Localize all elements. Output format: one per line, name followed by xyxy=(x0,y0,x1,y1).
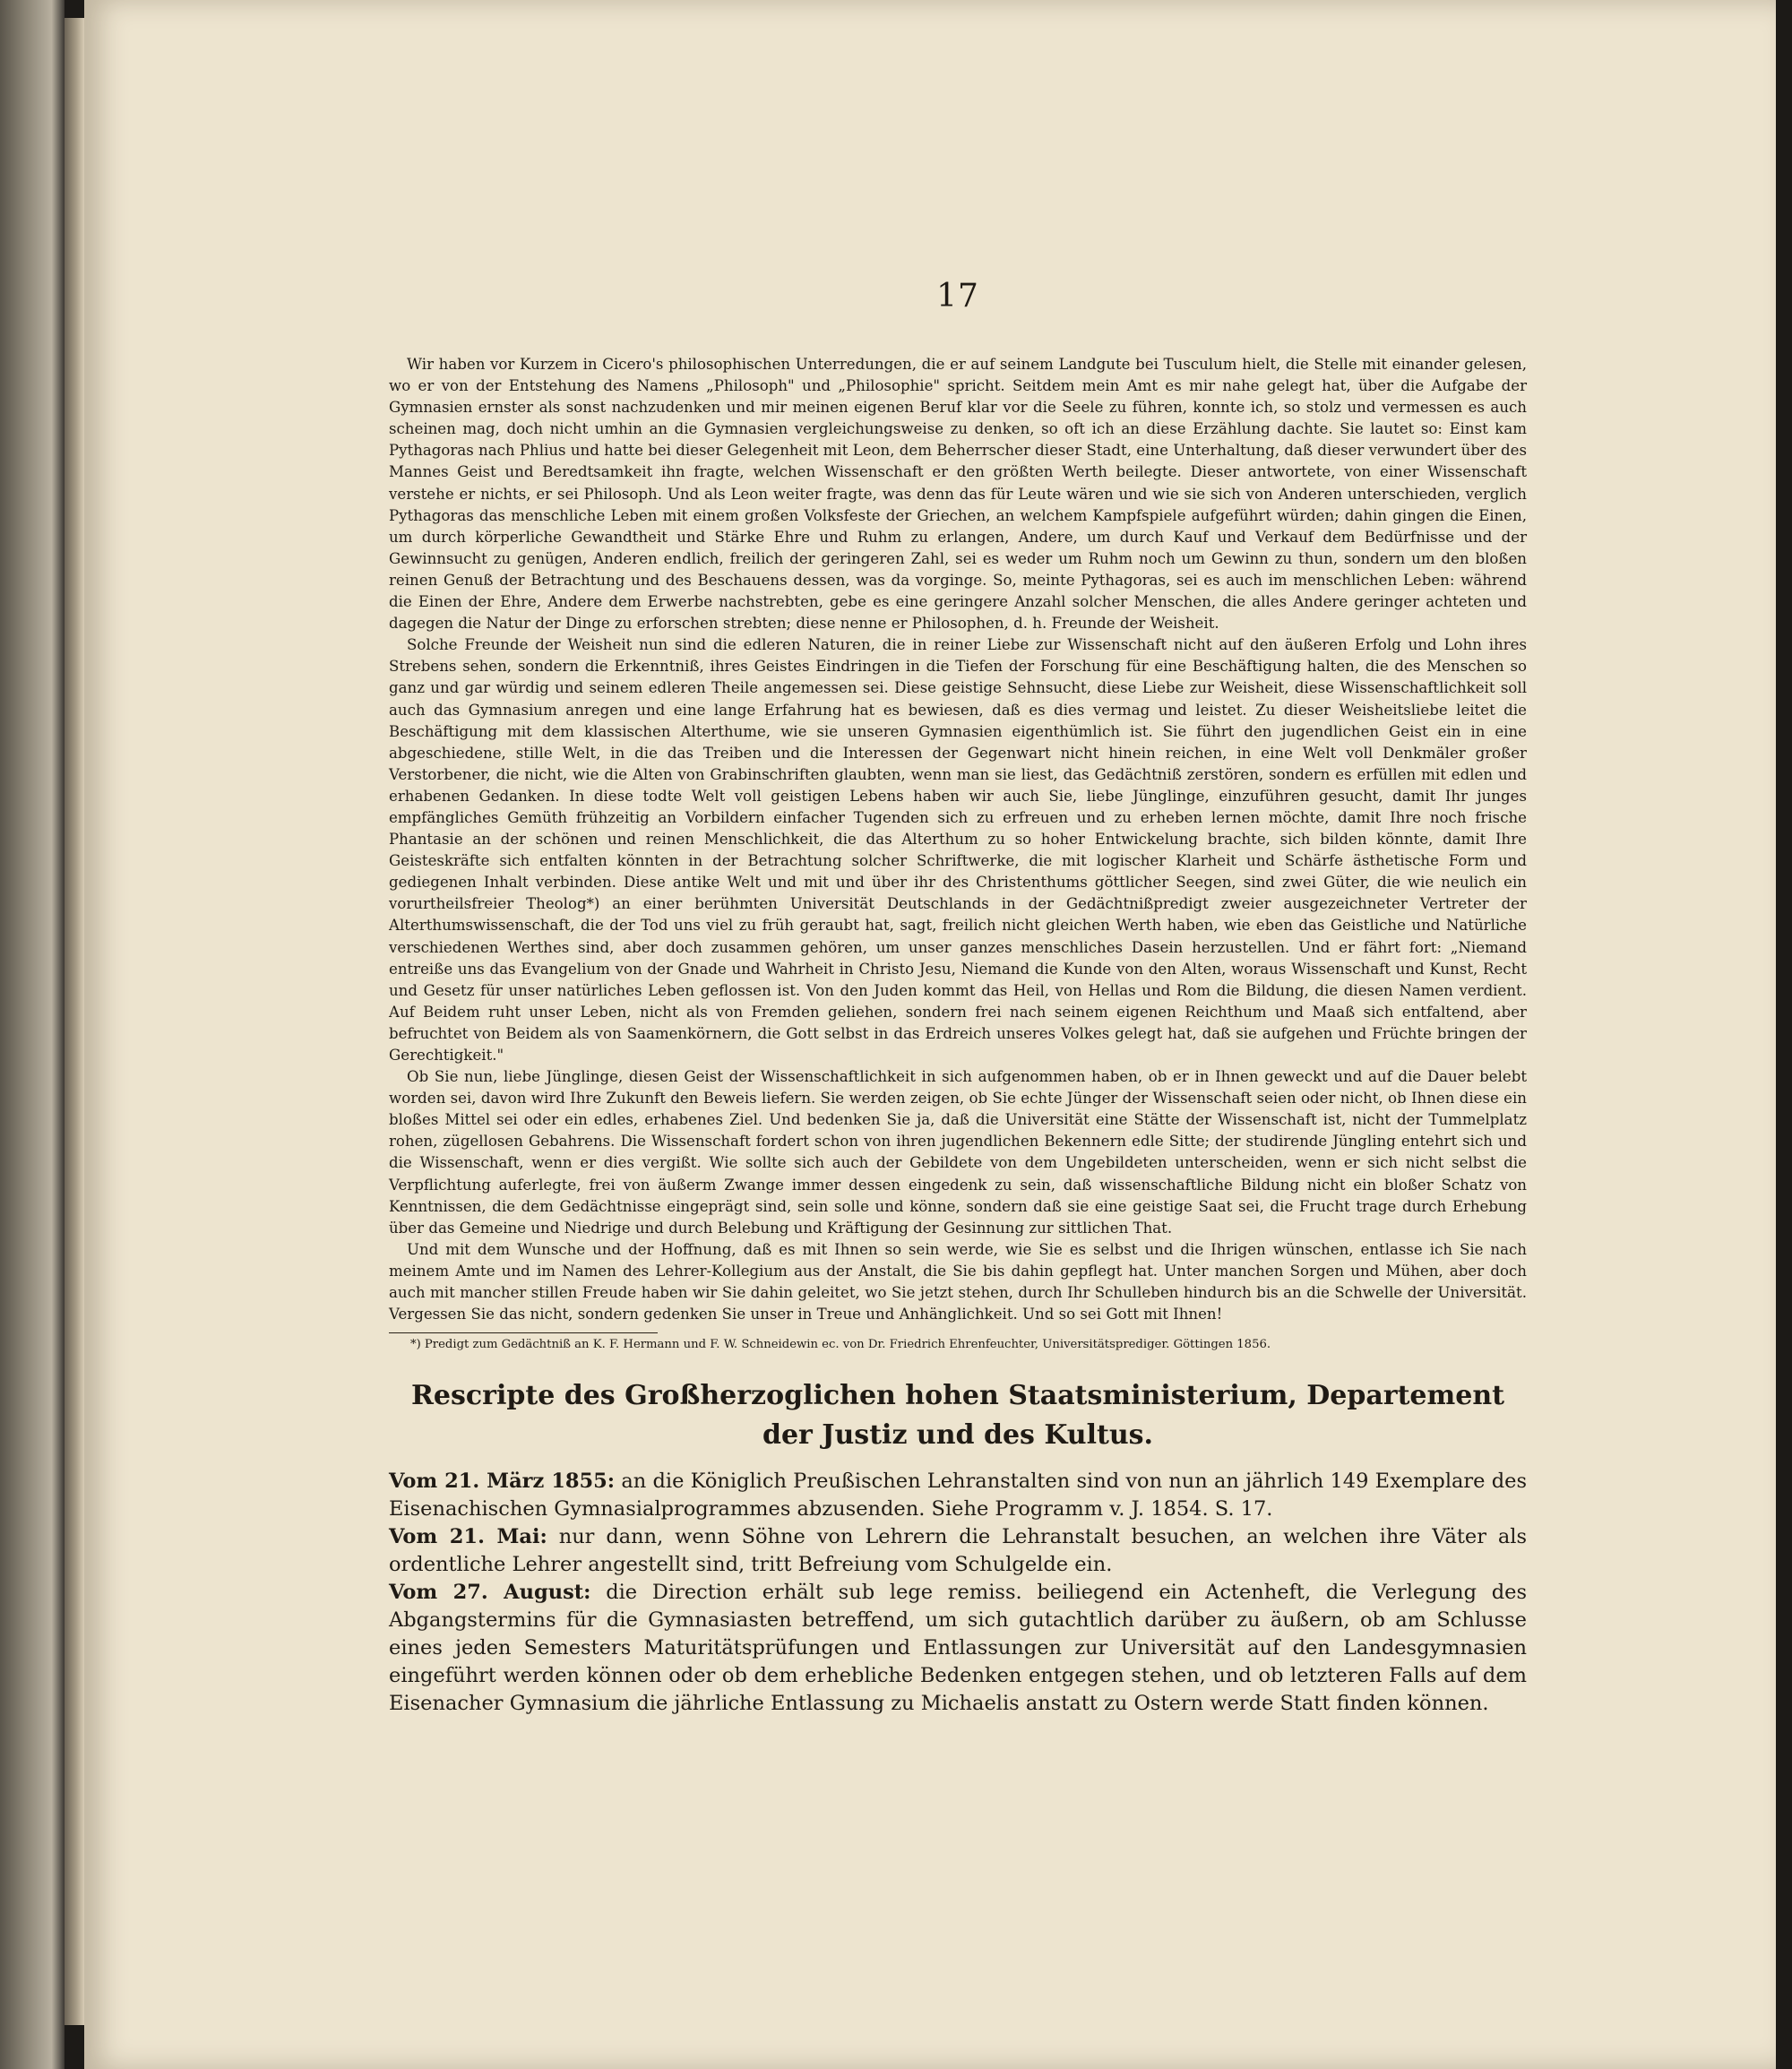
page-stack-edge xyxy=(65,18,84,2025)
paragraph-3: Ob Sie nun, liebe Jünglinge, diesen Geist der Wissenschaftlichkeit in sich aufgenommen haben, ob er in Ihnen geweckt und auf die Dauer belebt worden sei, davon wird Ihre Zukunft den Beweis liefern. Sie werden zeigen, ob Sie echte Jünger der Wissenschaft seien oder nicht, ob Ihnen diese ein bloßes Mittel sei oder ein edles, erhabenes Ziel. Und bedenken Sie ja, daß die Universität eine Stätte der Wissenschaft ist, nicht der Tummelplatz rohen, zügellosen Gebahrens. Die Wissenschaft fordert schon von ihren jugendlichen Bekennern edle Sitte; der studirende Jüngling entehrt sich und die Wissenschaft, wenn er dies vergißt. Wie sollte sich auch der Gebildete von dem Ungebildeten unterscheiden, wenn er sich nicht selbst die Verpflichtung auferlegte, frei von äußerm Zwange immer dessen eingedenk zu sein, daß wissenschaftliche Bildung nicht ein bloßer Schatz von Kenntnissen, die dem Gedächtnisse eingeprägt sind, sein solle und könne, sondern daß sie eine geistige Saat sei, die Frucht trage durch Erhebung über das Gemeine und Niedrige und durch Belebung und Kräftigung der Gesinnung zur sittlichen That. xyxy=(389,1068,1527,1237)
rescript-entry xyxy=(389,1579,1527,1718)
rescript-entry xyxy=(389,1523,1527,1579)
rescript-text: nur dann, wenn Söhne von Lehrern die Lehranstalt besuchen, an welchen ihre Väter als ordentliche Lehrer angestellt sind, tritt Befreiung vom Schulgelde ein. xyxy=(389,1525,1527,1577)
rescript-text: an die Königlich Preußischen Lehranstalten sind von nun an jährlich 149 Exemplare des Eisenachischen Gymnasialprogrammes abzusenden. Siehe Programm v. J. 1854. S. 17. xyxy=(389,1470,1527,1522)
paragraph-2: Solche Freunde der Weisheit nun sind die edleren Naturen, die in reiner Liebe zur Wissenschaft nicht auf den äußeren Erfolg und Lohn ihres Strebens sehen, sondern die Erkenntniß, ihres Geistes Eindringen in die Tiefen der Forschung für eine Beschäftigung halten, die des Menschen so ganz und gar würdig und seinem edleren Theile angemessen sei. Diese geistige Sehnsucht, diese Liebe zur Weisheit, diese Wissenschaftlichkeit soll auch das Gymnasium anregen und eine lange Erfahrung hat es bewiesen, daß es dies vermag und leistet. Zu dieser Weisheitsliebe leitet die Beschäftigung mit dem klassischen Alterthume, wie sie unseren Gymnasien eigenthümlich ist. Sie führt den jugendlichen Geist ein in eine abgeschiedene, stille Welt, in die das Treiben und die Interessen der Gegenwart nicht hinein reichen, in eine Welt voll Denkmäler großer Verstorbener, die nicht, wie die Alten von Grabinschriften glaubten, wenn man sie liest, das Gedächtniß zerstören, sondern es erfüllen mit edlen und erhabenen Gedanken. In diese todte Welt voll geistigen Lebens haben wir auch Sie, liebe Jünglinge, einzuführen gesucht, damit Ihr junges empfängliches Gemüth frühzeitig an Vorbildern einfacher Tugenden sich zu erfreuen und zu erheben lernen möchte, damit Ihre noch frische Phantasie an der schönen und reinen Menschlichkeit, die das Alterthum zu so hoher Entwickelung brachte, sich bilden könnte, damit Ihre Geisteskräfte sich entfalten könnten in der Betrachtung solcher Schriftwerke, die mit logischer Klarheit und Schärfe ästhetische Form und gediegenen Inhalt verbinden. Diese antike Welt und mit und über ihr des Christenthums göttlicher Seegen, sind zwei Güter, die wie neulich ein vorurtheilsfreier Theolog*) an einer berühmten Universität Deutschlands in der Gedächtnißpredigt zweier ausgezeichneter Vertreter der Alterthumswissenschaft, die der Tod uns viel zu früh geraubt hat, sagt, freilich nicht gleichen Werth haben, wie eben das Geistliche und Natürliche verschiedenen Werthes sind, aber doch zusammen gehören, um unser ganzes menschliches Dasein herzustellen. Und er fährt fort: „Niemand entreiße uns das Evangelium von der Gnade und Wahrheit in Christo Jesu, Niemand die Kunde von den Alten, woraus Wissenschaft und Kunst, Recht und Gesetz für unser natürliches Leben geflossen ist. Von den Juden kommt das Heil, von Hellas und Rom die Bildung, die diesen Namen verdient. Auf Beidem ruht unser Leben, nicht als von Fremden geliehen, sondern frei nach seinem eigenen Reichthum und Maaß sich entfaltend, aber befruchtet von Beidem als von Saamenkörnern, die Gott selbst in das Erdreich unseres Volkes gelegt hat, daß sie aufgehen und Früchte bringen der Gerechtigkeit." xyxy=(389,636,1527,1064)
body-text xyxy=(389,354,1527,1325)
footnote-rule xyxy=(389,1332,658,1333)
paragraph-4: Und mit dem Wunsche und der Hoffnung, daß es mit Ihnen so sein werde, wie Sie es selbst und die Ihrigen wünschen, entlasse ich Sie nach meinem Amte und im Namen des Lehrer-Kollegium aus der Anstalt, die Sie bis dahin gepflegt hat. Unter manchen Sorgen und Mühen, aber doch auch mit mancher stillen Freude haben wir Sie dahin geleitet, wo Sie jetzt stehen, durch Ihr Schulleben hindurch bis an die Schwelle der Universität. Vergessen Sie das nicht, sondern gedenken Sie unser in Treue und Anhänglichkeit. Und so sei Gott mit Ihnen! xyxy=(389,1240,1527,1323)
rescript-text: die Direction erhält sub lege remiss. beiliegend ein Actenheft, die Verlegung des Abgangstermins für die Gymnasiasten betreffend, um sich gutachtlich darüber zu äußern, ob am Schlusse eines jeden Semesters Maturitätsprüfungen und Entlassungen zur Universität auf den Landesgymnasien eingeführt werden können oder ob dem erhebliche Bedenken entgegen stehen, und ob letzteren Falls auf dem Eisenacher Gymnasium die jährliche Entlassung zu Michaelis anstatt zu Ostern werde Statt finden können. xyxy=(389,1581,1528,1716)
previous-page-edge xyxy=(0,0,65,2069)
page-content xyxy=(389,278,1527,1718)
rescript-list xyxy=(389,1468,1527,1718)
rescript-date: Vom 21. Mai: xyxy=(389,1525,547,1549)
page-number: 17 xyxy=(936,278,979,315)
rescript-date: Vom 27. August: xyxy=(389,1581,591,1605)
footnote: *) Predigt zum Gedächtniß an K. F. Hermann und F. W. Schneidewin ec. von Dr. Friedrich Ehrenfeuchter, Universitätsprediger. Göttingen 1856. xyxy=(410,1338,1271,1352)
paragraph-1: Wir haben vor Kurzem in Cicero's philosophischen Unterredungen, die er auf seinem Landgute bei Tusculum hielt, die Stelle mit einander gelesen, wo er von der Entstehung des Namens „Philosoph" und „Philosophie" spricht. Seitdem mein Amt es mir nahe gelegt hat, über die Aufgabe der Gymnasien ernster als sonst nachzudenken und mir meinen eigenen Beruf klar vor die Seele zu führen, konnte ich, so stolz und vermessen es auch scheinen mag, doch nicht umhin an die Gymnasien vergleichungsweise zu denken, so oft ich an diese Erzählung dachte. Sie lautet so: Einst kam Pythagoras nach Phlius und hatte bei dieser Gelegenheit mit Leon, dem Beherrscher dieser Stadt, eine Unterhaltung, daß dieser verwundert über des Mannes Geist und Beredtsamkeit ihn fragte, welchen Wissenschaft er den größten Werth beilegte. Dieser antwortete, von einer Wissenschaft verstehe er nichts, er sei Philosoph. Und als Leon weiter fragte, was denn das für Leute wären und wie sie sich von Anderen unterschieden, verglich Pythagoras das menschliche Leben mit einem großen Volksfeste der Griechen, an welchem Kampfspiele aufgeführt würden; dahin gingen die Einen, um durch körperliche Gewandtheit und Stärke Ehre und Ruhm zu erlangen, Andere, um durch Kauf und Verkauf dem Bedürfnisse und der Gewinnsucht zu genügen, Anderen endlich, freilich der geringeren Zahl, sei es weder um Ruhm noch um Gewinn zu thun, sondern um den bloßen reinen Genuß der Betrachtung und des Beschauens dessen, was da vorginge. So, meinte Pythagoras, sei es auch im menschlichen Leben: während die Einen der Ehre, Andere dem Erwerbe nachstrebten, gebe es eine geringere Anzahl solcher Menschen, die alles Andere geringer achteten und dagegen die Natur der Dinge zu erforschen strebten; diese nenne er Philosophen, d. h. Freunde der Weisheit. xyxy=(389,356,1527,633)
rescript-entry xyxy=(389,1468,1527,1523)
book-page xyxy=(84,0,1776,2069)
section-title: Rescripte des Großherzoglichen hohen Staatsministerium, Departement der Justiz und des Kultus. xyxy=(410,1380,1505,1452)
rescript-date: Vom 21. März 1855: xyxy=(389,1470,616,1494)
